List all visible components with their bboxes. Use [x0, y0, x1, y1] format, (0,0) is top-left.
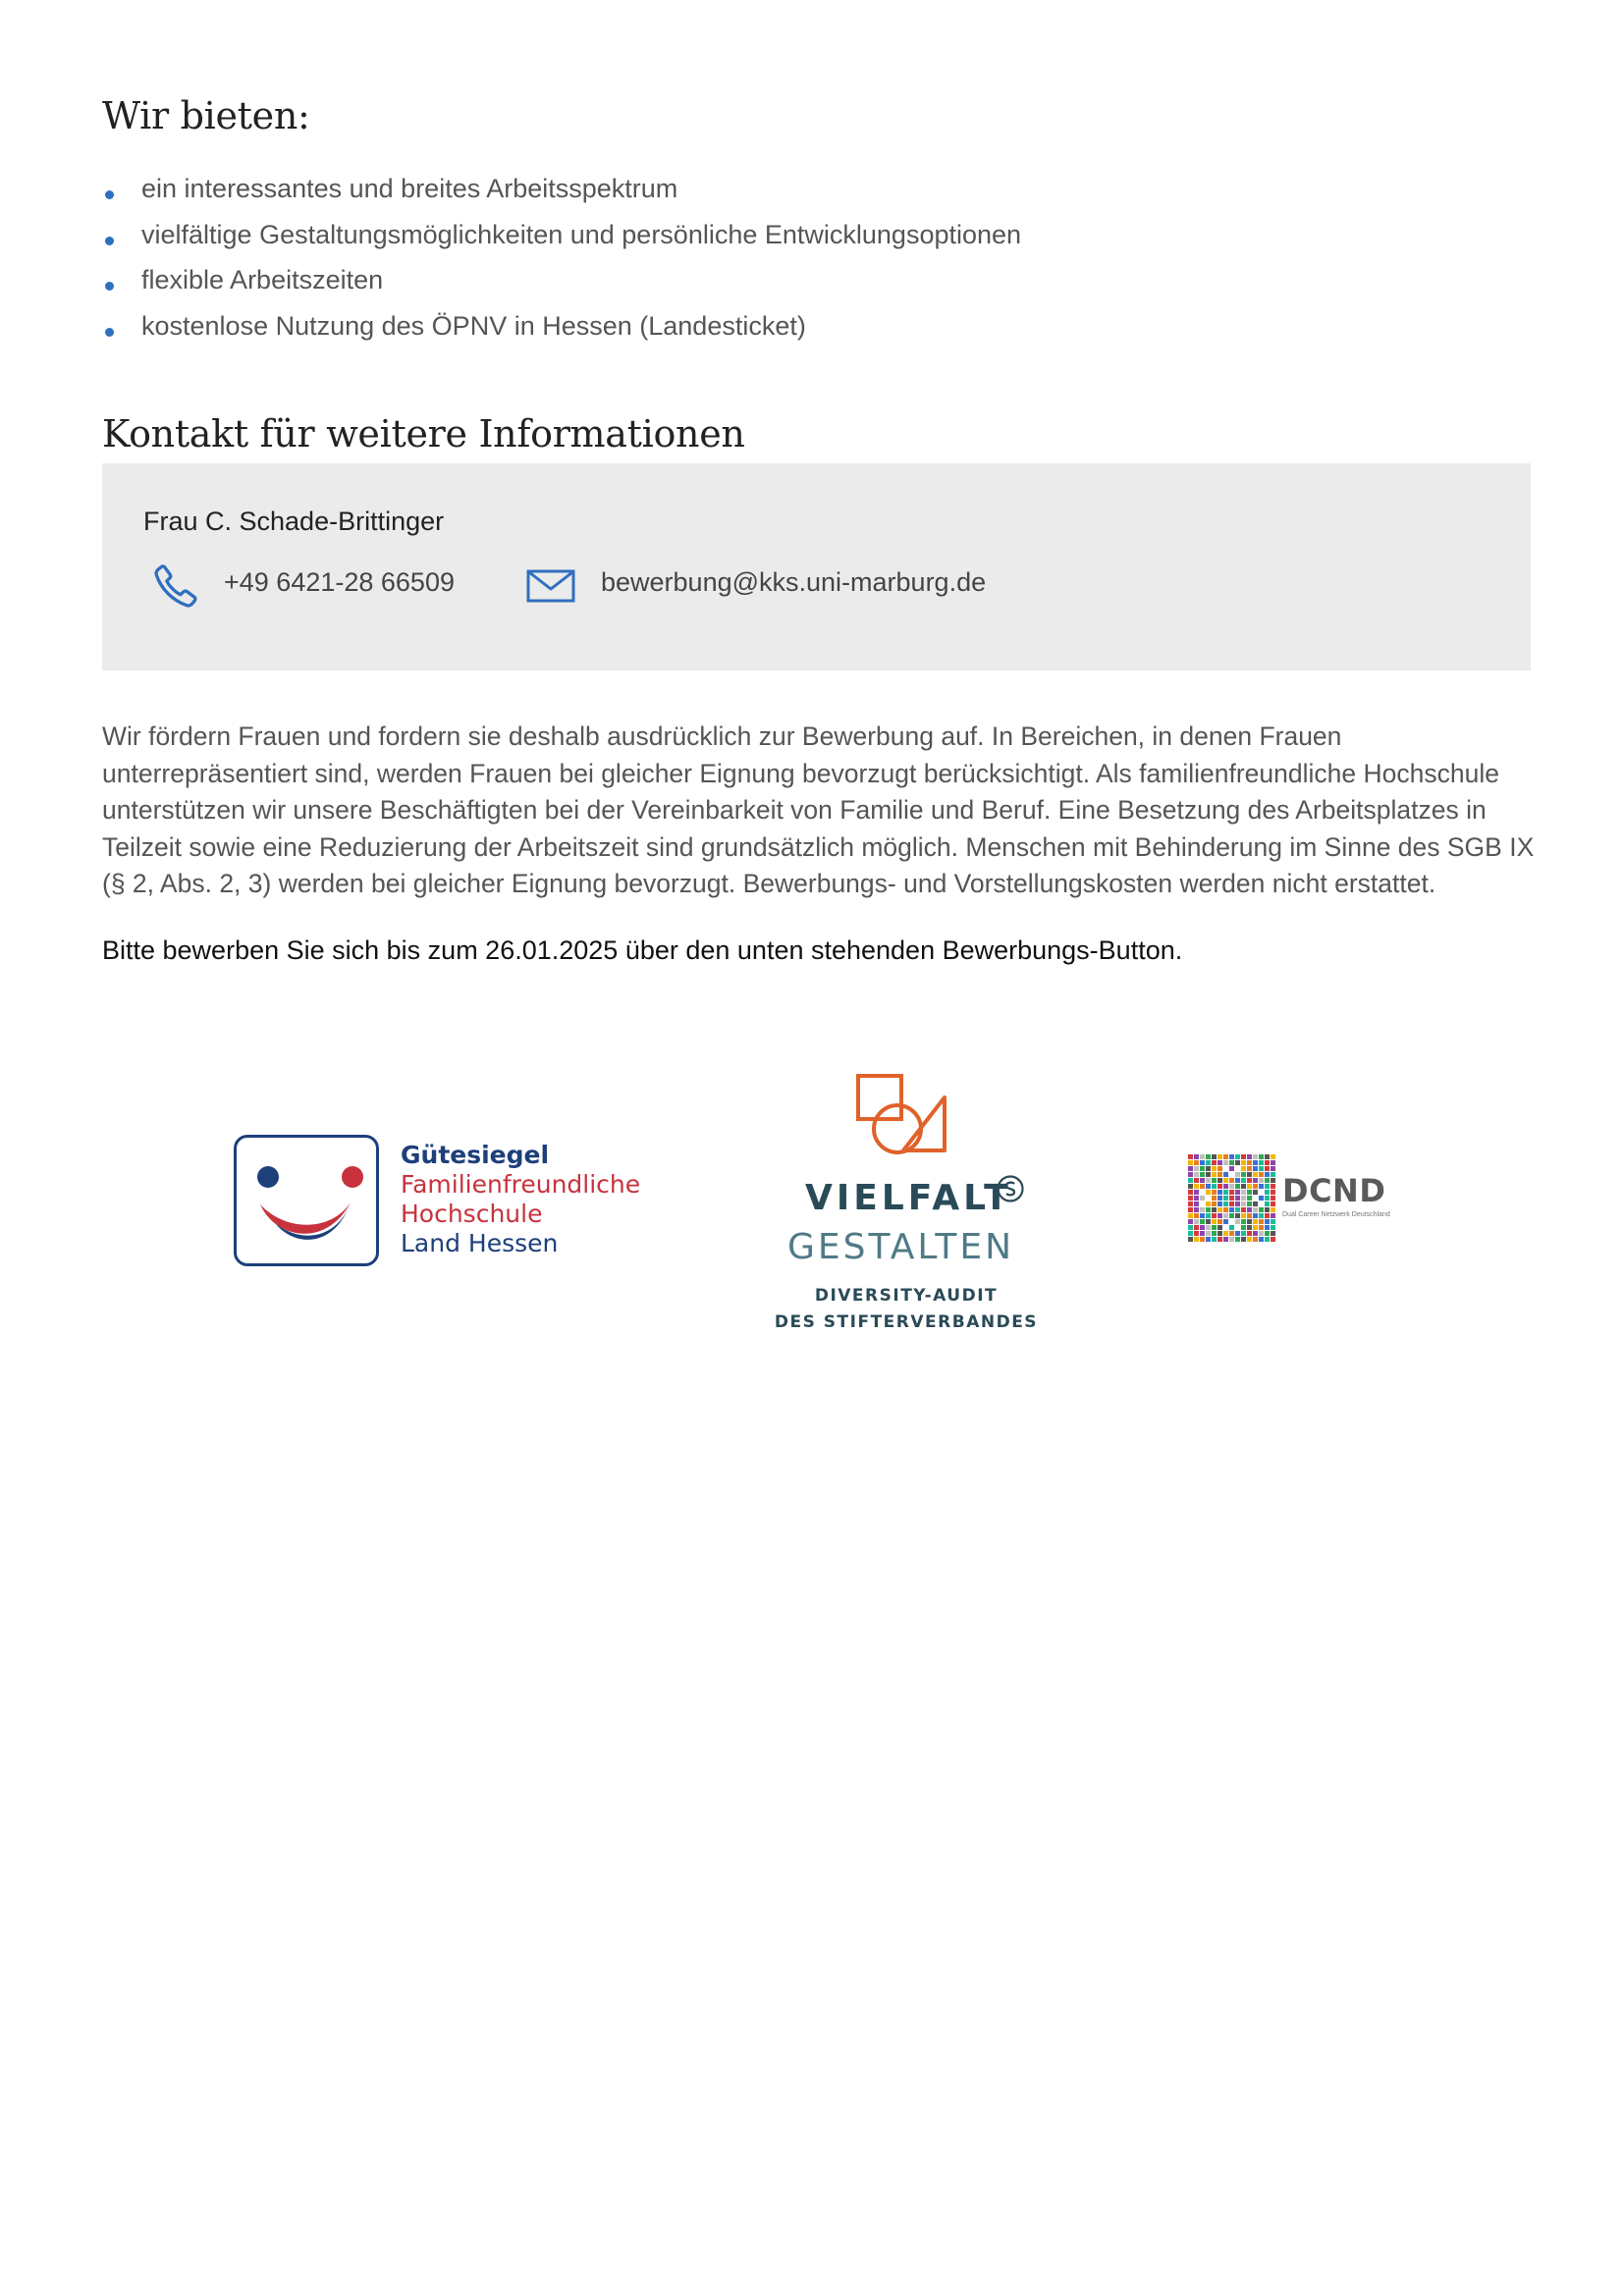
- mosaic-tile: [1217, 1237, 1222, 1242]
- mosaic-tile: [1235, 1213, 1240, 1218]
- mosaic-tile: [1229, 1213, 1234, 1218]
- mosaic-tile: [1241, 1184, 1246, 1189]
- dcnd-logo: [1188, 1154, 1404, 1243]
- mosaic-tile: [1188, 1154, 1193, 1159]
- mosaic-tile: [1223, 1196, 1228, 1201]
- mosaic-tile: [1265, 1154, 1270, 1159]
- mosaic-tile: [1247, 1201, 1252, 1206]
- mosaic-tile: [1253, 1190, 1258, 1195]
- mosaic-tile: [1271, 1184, 1275, 1189]
- mosaic-tile: [1271, 1237, 1275, 1242]
- mosaic-tile: [1229, 1190, 1234, 1195]
- vielfalt-audit: [774, 1283, 1039, 1336]
- mosaic-tile: [1194, 1219, 1199, 1224]
- mosaic-tile: [1212, 1196, 1217, 1201]
- mosaic-tile: [1241, 1225, 1246, 1230]
- mosaic-tile: [1265, 1201, 1270, 1206]
- mosaic-tile: [1212, 1184, 1217, 1189]
- mosaic-tile: [1200, 1225, 1205, 1230]
- list-item-text: flexible Arbeitszeiten: [141, 265, 384, 294]
- mosaic-tile: [1217, 1184, 1222, 1189]
- mosaic-tile: [1217, 1166, 1222, 1171]
- mosaic-tile: [1253, 1166, 1258, 1171]
- list-item: [102, 213, 1021, 259]
- phone-link[interactable]: +49 6421-28 66509: [224, 567, 455, 597]
- mosaic-tile: [1247, 1172, 1252, 1177]
- mosaic-tile: [1265, 1178, 1270, 1183]
- mosaic-tile: [1259, 1172, 1264, 1177]
- mosaic-tile: [1223, 1172, 1228, 1177]
- mosaic-tile: [1223, 1178, 1228, 1183]
- mosaic-tile: [1247, 1184, 1252, 1189]
- mosaic-tile: [1229, 1207, 1234, 1212]
- seal-region: Land Hessen: [401, 1229, 559, 1257]
- mosaic-tile: [1200, 1207, 1205, 1212]
- list-item-text: ein interessantes und breites Arbeitsspektrum: [141, 174, 678, 203]
- mosaic-tile: [1271, 1160, 1275, 1165]
- mosaic-tile: [1271, 1166, 1275, 1171]
- mosaic-tile: [1194, 1201, 1199, 1206]
- mosaic-tile: [1247, 1237, 1252, 1242]
- phone-icon: [151, 561, 200, 611]
- mosaic-tile: [1253, 1201, 1258, 1206]
- mosaic-tile: [1235, 1190, 1240, 1195]
- dcnd-title: DCND: [1282, 1172, 1386, 1209]
- mosaic-tile: [1194, 1207, 1199, 1212]
- mosaic-tile: [1235, 1207, 1240, 1212]
- mosaic-tile: [1212, 1207, 1217, 1212]
- mosaic-tile: [1265, 1231, 1270, 1236]
- mosaic-tile: [1259, 1166, 1264, 1171]
- mosaic-tile: [1253, 1213, 1258, 1218]
- mosaic-tile: [1265, 1207, 1270, 1212]
- seal-text: [401, 1141, 640, 1258]
- dcnd-mosaic-icon: [1188, 1154, 1276, 1243]
- mosaic-tile: [1229, 1166, 1234, 1171]
- mosaic-tile: [1271, 1201, 1275, 1206]
- mosaic-tile: [1271, 1172, 1275, 1177]
- mosaic-tile: [1206, 1184, 1211, 1189]
- mosaic-tile: [1229, 1160, 1234, 1165]
- bullet-icon: [105, 282, 114, 291]
- mosaic-tile: [1229, 1225, 1234, 1230]
- mosaic-tile: [1247, 1213, 1252, 1218]
- mail-icon: [526, 569, 575, 603]
- mosaic-tile: [1235, 1201, 1240, 1206]
- mosaic-tile: [1265, 1190, 1270, 1195]
- mosaic-tile: [1212, 1190, 1217, 1195]
- mosaic-tile: [1235, 1160, 1240, 1165]
- mosaic-tile: [1265, 1172, 1270, 1177]
- mosaic-tile: [1223, 1237, 1228, 1242]
- mosaic-tile: [1235, 1154, 1240, 1159]
- mosaic-tile: [1217, 1219, 1222, 1224]
- mosaic-tile: [1265, 1166, 1270, 1171]
- offer-heading: Wir bieten:: [102, 94, 310, 137]
- mosaic-tile: [1247, 1225, 1252, 1230]
- mosaic-tile: [1259, 1219, 1264, 1224]
- mosaic-tile: [1241, 1154, 1246, 1159]
- mosaic-tile: [1247, 1231, 1252, 1236]
- mosaic-tile: [1217, 1196, 1222, 1201]
- mosaic-tile: [1265, 1160, 1270, 1165]
- mosaic-tile: [1188, 1207, 1193, 1212]
- seal-subtitle: Hochschule: [401, 1200, 543, 1228]
- mosaic-tile: [1229, 1237, 1234, 1242]
- mosaic-tile: [1188, 1237, 1193, 1242]
- mosaic-tile: [1229, 1184, 1234, 1189]
- vielfalt-audit-line: DIVERSITY-AUDIT: [814, 1286, 999, 1306]
- dcnd-subtitle: Dual Career Netzwerk Deutschland: [1282, 1211, 1390, 1218]
- mosaic-tile: [1217, 1201, 1222, 1206]
- mosaic-tile: [1235, 1196, 1240, 1201]
- mosaic-tile: [1200, 1172, 1205, 1177]
- mosaic-tile: [1259, 1231, 1264, 1236]
- mosaic-tile: [1241, 1213, 1246, 1218]
- mosaic-tile: [1200, 1196, 1205, 1201]
- mosaic-tile: [1253, 1219, 1258, 1224]
- mosaic-tile: [1217, 1225, 1222, 1230]
- mosaic-tile: [1194, 1166, 1199, 1171]
- mosaic-tile: [1194, 1225, 1199, 1230]
- mosaic-tile: [1206, 1219, 1211, 1224]
- mosaic-tile: [1235, 1231, 1240, 1236]
- mosaic-tile: [1229, 1154, 1234, 1159]
- mosaic-tile: [1247, 1166, 1252, 1171]
- mosaic-tile: [1241, 1178, 1246, 1183]
- mosaic-tile: [1259, 1213, 1264, 1218]
- mosaic-tile: [1253, 1178, 1258, 1183]
- mosaic-tile: [1206, 1231, 1211, 1236]
- mosaic-tile: [1188, 1201, 1193, 1206]
- vielfalt-logo: [766, 1072, 1041, 1337]
- mosaic-tile: [1271, 1154, 1275, 1159]
- mosaic-tile: [1265, 1213, 1270, 1218]
- mosaic-tile: [1241, 1196, 1246, 1201]
- mosaic-tile: [1188, 1213, 1193, 1218]
- mosaic-tile: [1223, 1190, 1228, 1195]
- mosaic-tile: [1253, 1231, 1258, 1236]
- mosaic-tile: [1200, 1160, 1205, 1165]
- mosaic-tile: [1265, 1196, 1270, 1201]
- mosaic-tile: [1188, 1231, 1193, 1236]
- equality-statement: Wir fördern Frauen und fordern sie deshalb ausdrücklich zur Bewerbung auf. In Bereichen, in denen Frauen unterrepräsentiert sind, werden Frauen bei gleicher Eignung bevorzugt berücksichtigt. Als familienfreundliche Hochschule unterstützen wir unsere Beschäftigten bei der Vereinbarkeit von Familie und Beruf. Eine Besetzung des Arbeitsplatzes in Teilzeit sowie eine Reduzierung der Arbeitszeit sind grundsätzlich möglich. Menschen mit Behinderung im Sinne des SGB IX (§ 2, Abs. 2, 3) werden bei gleicher Eignung bevorzugt. Bewerbungs- und Vorstellungskosten werden nicht erstattet.: [102, 721, 1535, 898]
- mosaic-tile: [1212, 1172, 1217, 1177]
- mosaic-tile: [1206, 1207, 1211, 1212]
- mosaic-tile: [1212, 1154, 1217, 1159]
- mosaic-tile: [1212, 1213, 1217, 1218]
- mosaic-tile: [1223, 1219, 1228, 1224]
- offer-list: [102, 167, 1021, 349]
- seal-subtitle: Familienfreundliche: [401, 1170, 641, 1199]
- mosaic-tile: [1206, 1237, 1211, 1242]
- mosaic-tile: [1194, 1184, 1199, 1189]
- mosaic-tile: [1212, 1201, 1217, 1206]
- mosaic-tile: [1253, 1160, 1258, 1165]
- mosaic-tile: [1241, 1201, 1246, 1206]
- mosaic-tile: [1188, 1219, 1193, 1224]
- mosaic-tile: [1212, 1231, 1217, 1236]
- mosaic-tile: [1229, 1201, 1234, 1206]
- mosaic-tile: [1194, 1196, 1199, 1201]
- mosaic-tile: [1259, 1237, 1264, 1242]
- contact-box: [102, 463, 1531, 670]
- mosaic-tile: [1212, 1160, 1217, 1165]
- mosaic-tile: [1194, 1231, 1199, 1236]
- bullet-icon: [105, 237, 114, 245]
- mosaic-tile: [1259, 1178, 1264, 1183]
- mosaic-tile: [1212, 1178, 1217, 1183]
- list-item-text: kostenlose Nutzung des ÖPNV in Hessen (Landesticket): [141, 310, 806, 341]
- mosaic-tile: [1217, 1231, 1222, 1236]
- contact-heading: Kontakt für weitere Informationen: [102, 412, 745, 455]
- mosaic-tile: [1247, 1196, 1252, 1201]
- mosaic-tile: [1247, 1219, 1252, 1224]
- mosaic-tile: [1253, 1207, 1258, 1212]
- mosaic-tile: [1265, 1219, 1270, 1224]
- mosaic-tile: [1206, 1190, 1211, 1195]
- seal-icon: [234, 1135, 379, 1266]
- mosaic-tile: [1235, 1178, 1240, 1183]
- mosaic-tile: [1200, 1178, 1205, 1183]
- mosaic-tile: [1241, 1166, 1246, 1171]
- list-item-text: vielfältige Gestaltungsmöglichkeiten und persönliche Entwicklungsoptionen: [141, 219, 1022, 249]
- mosaic-tile: [1194, 1172, 1199, 1177]
- mosaic-tile: [1217, 1154, 1222, 1159]
- mosaic-tile: [1223, 1201, 1228, 1206]
- mosaic-tile: [1229, 1178, 1234, 1183]
- mosaic-tile: [1271, 1178, 1275, 1183]
- mosaic-tile: [1206, 1160, 1211, 1165]
- mosaic-tile: [1241, 1190, 1246, 1195]
- mosaic-tile: [1223, 1184, 1228, 1189]
- mosaic-tile: [1241, 1207, 1246, 1212]
- vielfalt-title: VIELFALT: [805, 1178, 1012, 1218]
- mosaic-tile: [1235, 1219, 1240, 1224]
- mosaic-tile: [1271, 1219, 1275, 1224]
- mosaic-tile: [1217, 1172, 1222, 1177]
- mosaic-tile: [1223, 1160, 1228, 1165]
- mosaic-tile: [1200, 1237, 1205, 1242]
- mosaic-tile: [1271, 1213, 1275, 1218]
- mosaic-tile: [1206, 1178, 1211, 1183]
- mosaic-tile: [1271, 1190, 1275, 1195]
- mosaic-tile: [1265, 1184, 1270, 1189]
- mosaic-tile: [1194, 1213, 1199, 1218]
- mosaic-tile: [1188, 1196, 1193, 1201]
- mosaic-tile: [1194, 1178, 1199, 1183]
- seal-title: Gütesiegel: [401, 1141, 550, 1169]
- mosaic-tile: [1206, 1172, 1211, 1177]
- mosaic-tile: [1206, 1166, 1211, 1171]
- mosaic-tile: [1188, 1166, 1193, 1171]
- mosaic-tile: [1241, 1172, 1246, 1177]
- vielfalt-s-icon: [996, 1174, 1025, 1203]
- mosaic-tile: [1247, 1178, 1252, 1183]
- mosaic-tile: [1223, 1231, 1228, 1236]
- mosaic-tile: [1259, 1207, 1264, 1212]
- mosaic-tile: [1206, 1213, 1211, 1218]
- guetesiegel-logo: [234, 1135, 641, 1272]
- mosaic-tile: [1188, 1225, 1193, 1230]
- list-item: [102, 258, 1021, 304]
- mosaic-tile: [1188, 1160, 1193, 1165]
- mosaic-tile: [1188, 1184, 1193, 1189]
- mosaic-tile: [1235, 1237, 1240, 1242]
- mosaic-tile: [1271, 1207, 1275, 1212]
- mosaic-tile: [1188, 1172, 1193, 1177]
- contact-name: Frau C. Schade-Brittinger: [143, 507, 445, 536]
- mosaic-tile: [1212, 1225, 1217, 1230]
- mosaic-tile: [1253, 1172, 1258, 1177]
- mosaic-tile: [1200, 1213, 1205, 1218]
- mosaic-tile: [1271, 1231, 1275, 1236]
- mosaic-tile: [1259, 1184, 1264, 1189]
- mosaic-tile: [1253, 1184, 1258, 1189]
- mosaic-tile: [1206, 1154, 1211, 1159]
- bullet-icon: [105, 328, 114, 337]
- mosaic-tile: [1200, 1231, 1205, 1236]
- mosaic-tile: [1235, 1184, 1240, 1189]
- mosaic-tile: [1271, 1225, 1275, 1230]
- mosaic-tile: [1247, 1207, 1252, 1212]
- mosaic-tile: [1241, 1231, 1246, 1236]
- mosaic-tile: [1247, 1160, 1252, 1165]
- mosaic-tile: [1200, 1184, 1205, 1189]
- mosaic-tile: [1188, 1190, 1193, 1195]
- vielfalt-audit-line: DES STIFTERVERBANDES: [774, 1312, 1039, 1332]
- mosaic-tile: [1194, 1154, 1199, 1159]
- mosaic-tile: [1241, 1160, 1246, 1165]
- mosaic-tile: [1241, 1219, 1246, 1224]
- mosaic-tile: [1212, 1166, 1217, 1171]
- mosaic-tile: [1223, 1154, 1228, 1159]
- mosaic-tile: [1206, 1201, 1211, 1206]
- list-item: [102, 167, 1021, 213]
- mosaic-tile: [1235, 1172, 1240, 1177]
- mosaic-tile: [1194, 1160, 1199, 1165]
- mosaic-tile: [1271, 1196, 1275, 1201]
- mosaic-tile: [1200, 1166, 1205, 1171]
- mosaic-tile: [1217, 1207, 1222, 1212]
- mosaic-tile: [1253, 1237, 1258, 1242]
- mosaic-tile: [1212, 1219, 1217, 1224]
- vielfalt-shapes-icon: [854, 1072, 952, 1160]
- mosaic-tile: [1253, 1154, 1258, 1159]
- mosaic-tile: [1259, 1196, 1264, 1201]
- mosaic-tile: [1194, 1190, 1199, 1195]
- email-link[interactable]: bewerbung@kks.uni-marburg.de: [601, 567, 987, 597]
- mosaic-tile: [1194, 1237, 1199, 1242]
- mosaic-tile: [1229, 1231, 1234, 1236]
- vielfalt-subtitle: GESTALTEN: [787, 1227, 1015, 1267]
- mosaic-tile: [1217, 1178, 1222, 1183]
- bullet-icon: [105, 190, 114, 199]
- mosaic-tile: [1206, 1225, 1211, 1230]
- mosaic-tile: [1259, 1160, 1264, 1165]
- mosaic-tile: [1217, 1190, 1222, 1195]
- mosaic-tile: [1265, 1225, 1270, 1230]
- mosaic-tile: [1229, 1196, 1234, 1201]
- mosaic-tile: [1259, 1225, 1264, 1230]
- mosaic-tile: [1265, 1237, 1270, 1242]
- mosaic-tile: [1188, 1178, 1193, 1183]
- mosaic-tile: [1247, 1190, 1252, 1195]
- mosaic-tile: [1217, 1213, 1222, 1218]
- mosaic-tile: [1241, 1237, 1246, 1242]
- list-item: [102, 304, 1021, 350]
- mosaic-tile: [1200, 1154, 1205, 1159]
- mosaic-tile: [1223, 1207, 1228, 1212]
- mosaic-tile: [1217, 1160, 1222, 1165]
- mosaic-tile: [1223, 1213, 1228, 1218]
- deadline-note: Bitte bewerben Sie sich bis zum 26.01.2025 über den unten stehenden Bewerbungs-Button.: [102, 935, 1183, 965]
- mosaic-tile: [1253, 1225, 1258, 1230]
- mosaic-tile: [1200, 1219, 1205, 1224]
- mosaic-tile: [1212, 1237, 1217, 1242]
- mosaic-tile: [1259, 1154, 1264, 1159]
- mosaic-tile: [1247, 1154, 1252, 1159]
